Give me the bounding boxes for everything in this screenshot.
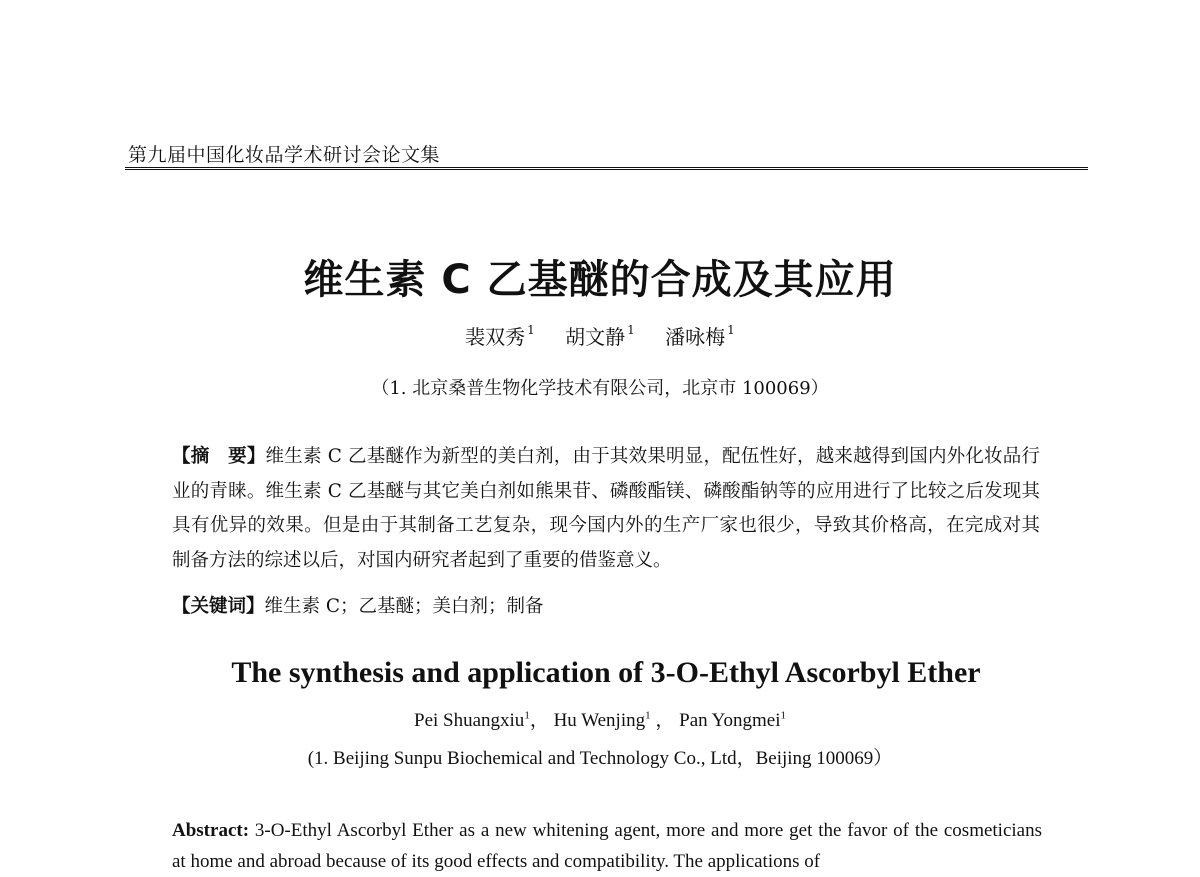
chinese-abstract-label: 【摘 要】 xyxy=(172,446,266,467)
english-abstract xyxy=(172,815,1042,877)
header-rule xyxy=(125,167,1088,170)
english-abstract-label: Abstract: xyxy=(172,820,250,841)
chinese-keywords xyxy=(172,592,1040,618)
chinese-keywords-text: 维生素 C；乙基醚；美白剂；制备 xyxy=(264,596,544,617)
chinese-title: 维生素 C 乙基醚的合成及其应用 xyxy=(303,257,897,303)
english-author: Hu Wenjing$^1$ ， xyxy=(553,709,675,731)
chinese-authors xyxy=(0,321,1200,350)
chinese-author: 裴双秀 $^1$ xyxy=(465,323,535,349)
chinese-abstract-text: 维生素 C 乙基醚作为新型的美白剂，由于其效果明显，配伍性好，越来越得到国内外化妆品行业的青睐。维生素 C 乙基醚与其它美白剂如熊果苷、磷酸酯镁、磷酸酯钠等的应用进行了比较之后发现其具有优异的效果。但是由于其制备工艺复杂，现今国内外的生产厂家也很少，导致其价格高，在完成对其制备方法的综述以后，对国内研究者起到了重要的借鉴意义。 xyxy=(172,446,1040,571)
english-title: The synthesis and application of 3-O-Ethyl Ascorbyl Ether xyxy=(231,656,981,689)
english-author: Pan Yongmei$^1$ xyxy=(679,709,786,731)
english-author: Pei Shuangxiu$^1$， xyxy=(414,709,549,731)
chinese-author: 潘咏梅 $^1$ xyxy=(665,323,735,349)
chinese-author: 胡文静 $^1$ xyxy=(565,323,635,349)
english-abstract-text: 3-O-Ethyl Ascorbyl Ether as a new whitening agent, more and more get the favor of the cosmeticians at home and abroad because of its good effects and compatibility. The applications of xyxy=(172,820,1043,872)
chinese-abstract xyxy=(172,440,1040,578)
english-affiliation: (1. Beijing Sunpu Biochemical and Technology Co., Ltd，Beijing 100069） xyxy=(307,748,893,769)
english-authors xyxy=(0,705,1200,732)
chinese-affiliation: （1. 北京桑普生物化学技术有限公司，北京市 100069） xyxy=(371,378,829,399)
running-header: 第九届中国化妆品学术研讨会论文集 xyxy=(128,144,441,166)
chinese-keywords-label: 【关键词】 xyxy=(172,596,265,617)
